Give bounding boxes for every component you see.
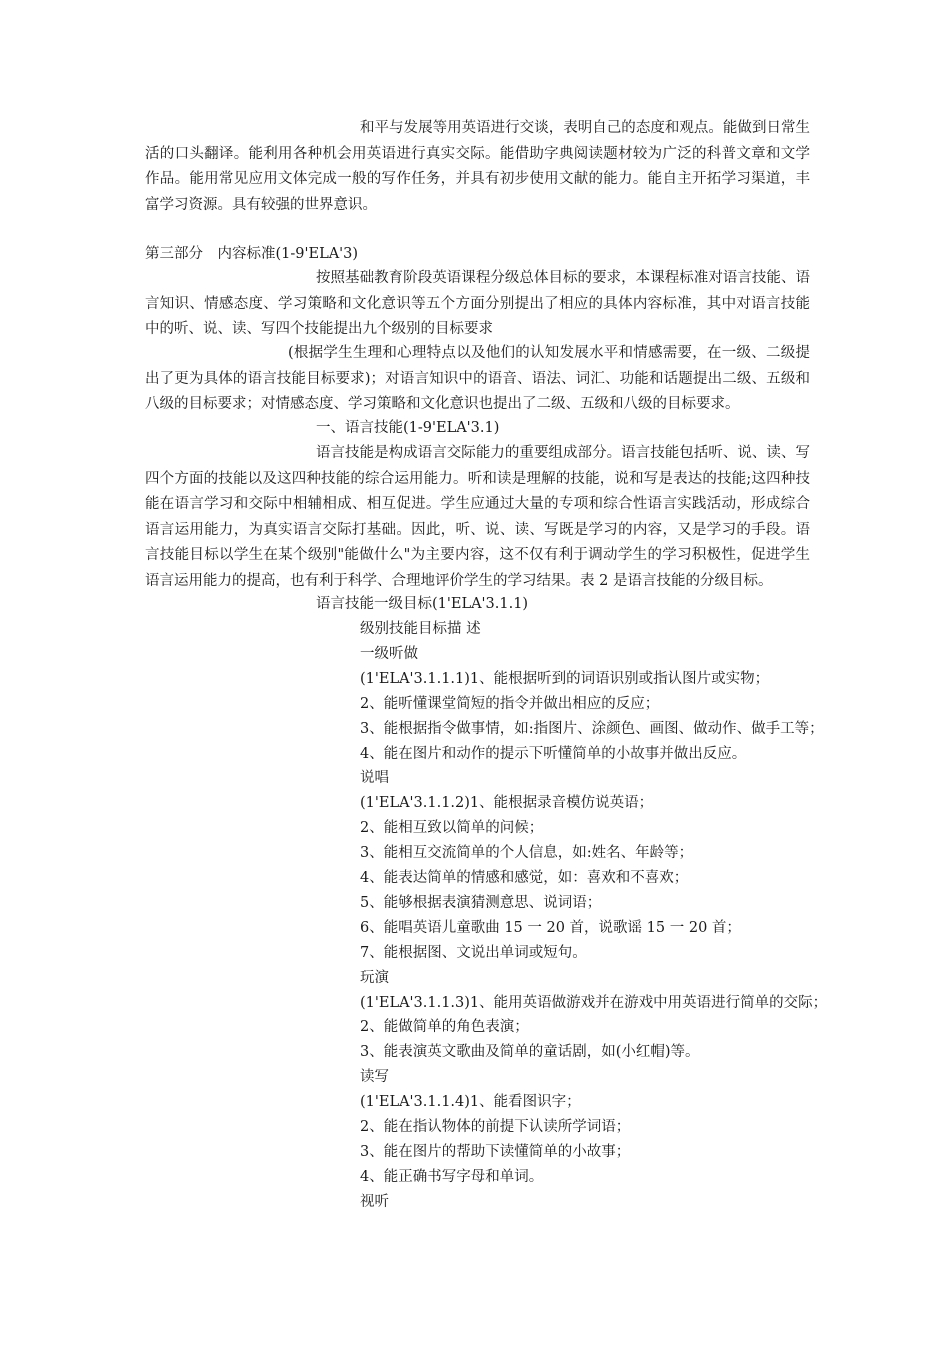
level1-goal-line: 说唱 bbox=[360, 770, 389, 786]
level1-goal-line: (1'ELA'3.1.1.3)1、能用英语做游戏并在游戏中用英语进行简单的交际； bbox=[360, 995, 828, 1011]
part3-note-paragraph: (根据学生生理和心理特点以及他们的认知发展水平和情感需要，在一级、二级提出了更为具体的语言技能目标要求)；对语言知识中的语音、语法、词汇、功能和话题提出二级、五级和八级的目标要求；对情感态度、学习策略和文化意识也提出了二级、五级和八级的目标要求。 bbox=[145, 345, 810, 412]
level1-heading: 语言技能一级目标(1'ELA'3.1.1) bbox=[316, 596, 529, 612]
level1-goal-line: 级别技能目标描 述 bbox=[360, 621, 481, 637]
level1-goal-line: 7、能根据图、文说出单词或短句。 bbox=[360, 945, 587, 961]
level1-goal-line: 2、能相互致以简单的问候； bbox=[360, 820, 544, 836]
level1-goal-line: 2、能做简单的角色表演； bbox=[360, 1019, 529, 1035]
section1-body-paragraph: 语言技能是构成语言交际能力的重要组成部分。语言技能包括听、说、读、写四个方面的技能以及这四种技能的综合运用能力。听和读是理解的技能，说和写是表达的技能;这四种技能在语言学习和交际中相辅相成、相互促进。学生应通过大量的专项和综合性语言实践活动，形成综合语言运用能力，为真实语言交际打基础。因此，听、说、读、写既是学习的内容，又是学习的手段。语言技能目标以学生在某个级别"能做什么"为主要内容，这不仅有利于调动学生的学习积极性，促进学生语言运用能力的提高，也有利于科学、合理地评价学生的学习结果。表 2 是语言技能的分级目标。 bbox=[145, 445, 810, 589]
level1-goal-line: 读写 bbox=[360, 1069, 389, 1085]
level1-goal-line: (1'ELA'3.1.1.4)1、能看图识字； bbox=[360, 1094, 581, 1110]
level1-goal-line: 一级听做 bbox=[360, 646, 418, 662]
level1-goal-line: 4、能表达简单的情感和感觉，如：喜欢和不喜欢； bbox=[360, 870, 689, 886]
part3-heading: 第三部分 内容标准(1-9'ELA'3) bbox=[145, 246, 359, 262]
part3-intro-paragraph: 按照基础教育阶段英语课程分级总体目标的要求，本课程标准对语言技能、语言知识、情感态度、学习策略和文化意识等五个方面分别提出了相应的具体内容标准，其中对语言技能中的听、说、读、写四个技能提出九个级别的目标要求 bbox=[145, 270, 810, 337]
level1-goal-line: 玩演 bbox=[360, 970, 389, 986]
level1-goal-line: 2、能在指认物体的前提下认读所学词语； bbox=[360, 1119, 631, 1135]
level1-goal-line: (1'ELA'3.1.1.1)1、能根据听到的词语识别或指认图片或实物； bbox=[360, 671, 770, 687]
level1-goal-line: 6、能唱英语儿童歌曲 15 一 20 首，说歌谣 15 一 20 首； bbox=[360, 920, 741, 936]
level1-goal-line: 3、能根据指令做事情，如:指图片、涂颜色、画图、做动作、做手工等； bbox=[360, 721, 824, 737]
level1-goal-line: 3、能表演英文歌曲及简单的童话剧，如(小红帽)等。 bbox=[360, 1044, 700, 1060]
section1-heading: 一、语言技能(1-9'ELA'3.1) bbox=[316, 420, 500, 436]
level1-goal-line: 5、能够根据表演猜测意思、说词语； bbox=[360, 895, 602, 911]
intro-continued-paragraph: 和平与发展等用英语进行交谈，表明自己的态度和观点。能做到日常生活的口头翻译。能利用各种机会用英语进行真实交际。能借助字典阅读题材较为广泛的科普文章和文学作品。能用常见应用文体完成一般的写作任务，并具有初步使用文献的能力。能自主开拓学习渠道，丰富学习资源。具有较强的世界意识。 bbox=[145, 120, 810, 213]
level1-goal-line: 4、能在图片和动作的提示下听懂简单的小故事并做出反应。 bbox=[360, 746, 747, 762]
level1-goal-line: (1'ELA'3.1.1.2)1、能根据录音模仿说英语； bbox=[360, 795, 654, 811]
level1-goal-line: 4、能正确书写字母和单词。 bbox=[360, 1169, 544, 1185]
level1-goal-line: 3、能相互交流简单的个人信息，如:姓名、年龄等； bbox=[360, 845, 694, 861]
level1-goal-line: 3、能在图片的帮助下读懂简单的小故事； bbox=[360, 1144, 631, 1160]
level1-goal-line: 视听 bbox=[360, 1194, 389, 1210]
level1-goal-line: 2、能听懂课堂简短的指令并做出相应的反应； bbox=[360, 696, 660, 712]
